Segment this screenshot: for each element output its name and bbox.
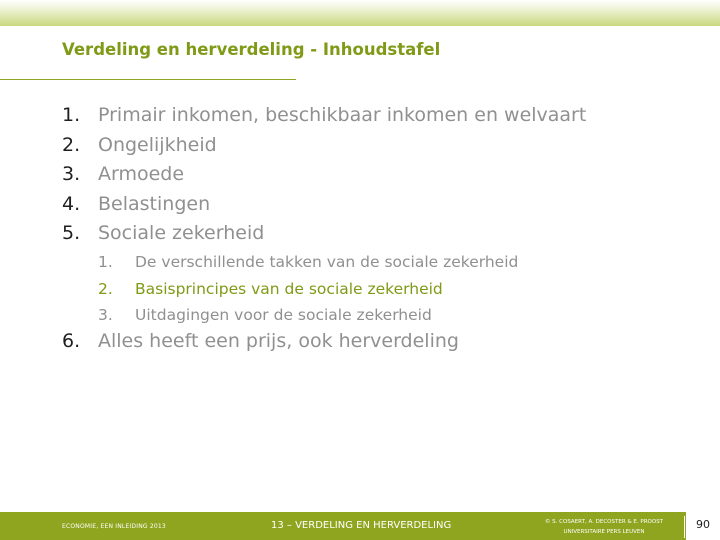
list-item — [62, 131, 586, 161]
item-number: 3. — [62, 163, 81, 185]
item-number: 5. — [62, 222, 81, 244]
sub-list-item-active — [98, 276, 518, 303]
item-text: Belastingen — [98, 192, 211, 215]
item-number: 6. — [62, 330, 81, 352]
top-gradient-band — [0, 0, 720, 26]
sub-item-text: Basisprincipes van de sociale zekerheid — [135, 279, 443, 298]
footer-chapter: 13 – VERDELING EN HERVERDELING — [271, 520, 452, 531]
sub-item-text: De verschillende takken van de sociale zekerheid — [135, 253, 519, 271]
sub-list — [98, 249, 518, 329]
list-item — [62, 101, 586, 131]
title-underline — [0, 79, 296, 80]
sub-list-item — [98, 302, 518, 329]
main-list — [62, 101, 586, 249]
item-number: 4. — [62, 192, 81, 215]
list-item — [62, 190, 586, 220]
sub-list-item — [98, 249, 518, 276]
item-number: 1. — [62, 104, 81, 126]
main-list-continued — [62, 327, 459, 357]
footer-bar — [0, 512, 720, 540]
list-item — [62, 327, 459, 357]
item-text: Primair inkomen, beschikbaar inkomen en welvaart — [98, 104, 587, 126]
item-text: Alles heeft een prijs, ook herverdeling — [98, 330, 459, 352]
sub-item-number: 1. — [98, 253, 113, 271]
list-item — [62, 160, 586, 190]
footer-copyright — [532, 517, 676, 537]
footer-divider — [684, 516, 685, 538]
page-number: 90 — [686, 512, 720, 540]
item-number: 2. — [62, 133, 81, 156]
slide-title: Verdeling en herverdeling - Inhoudstafel — [62, 40, 441, 59]
sub-item-number: 2. — [98, 279, 113, 298]
footer-copyright-publisher: UNIVERSITAIRE PERS LEUVEN — [563, 529, 645, 535]
item-text: Ongelijkheid — [98, 133, 217, 156]
item-text: Sociale zekerheid — [98, 222, 265, 244]
list-item — [62, 219, 586, 249]
sub-item-text: Uitdagingen voor de sociale zekerheid — [135, 306, 432, 324]
item-text: Armoede — [98, 163, 185, 185]
footer-copyright-authors: © S. COSAERT, A. DECOSTER & E. PROOST — [544, 519, 664, 525]
sub-item-number: 3. — [98, 306, 113, 324]
footer-book-title: ECONOMIE, EEN INLEIDING 2013 — [62, 523, 166, 530]
